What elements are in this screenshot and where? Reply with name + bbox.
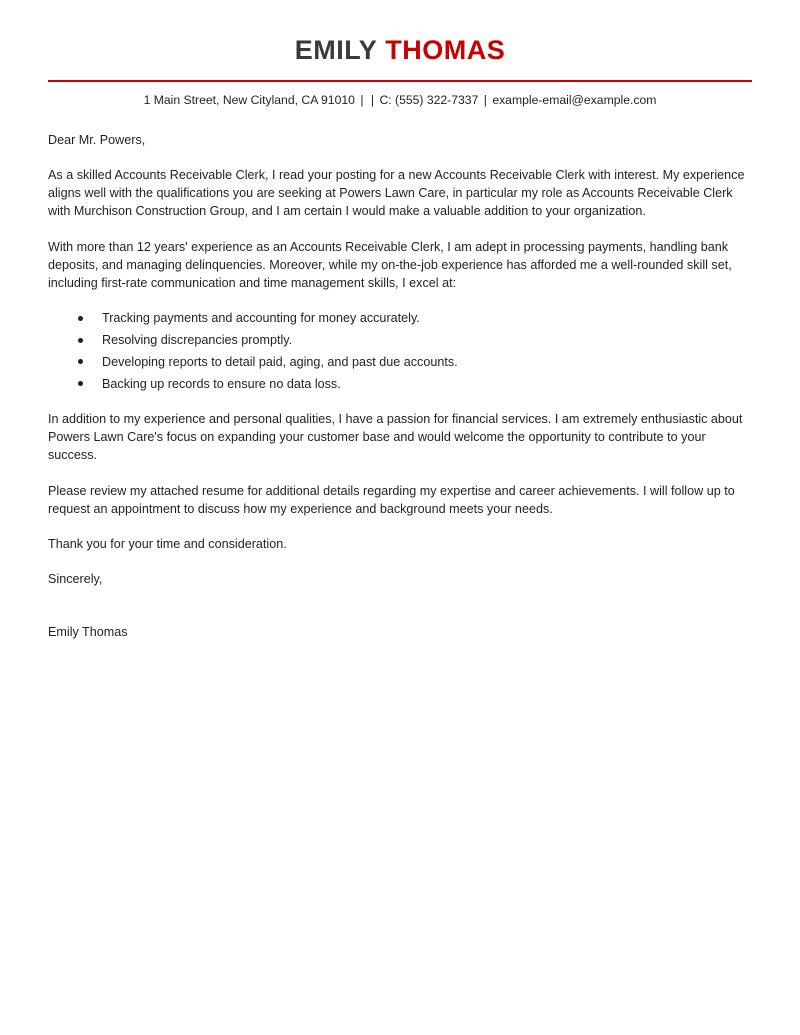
first-name: EMILY [294, 35, 378, 65]
contact-info [48, 93, 752, 109]
list-item: Developing reports to detail paid, aging, and past due accounts. [78, 353, 752, 371]
list-item: Resolving discrepancies promptly. [78, 331, 752, 349]
letter-header [48, 0, 752, 109]
body-paragraph-4: Please review my attached resume for additional details regarding my expertise and career achievements. I will follow up to request an appointment to discuss how my experience and background meets your needs. [48, 483, 735, 516]
letter-body [48, 131, 752, 641]
contact-phone: C: (555) 322-7337 [379, 92, 479, 107]
list-item: Backing up records to ensure no data loss. [78, 375, 752, 393]
contact-separator-2: | [370, 92, 375, 107]
body-paragraph-3: In addition to my experience and personal qualities, I have a passion for financial services. I am extremely enthusiastic about Powers Lawn Care's focus on expanding your customer base and would welcome the opportunity to contribute to your success. [48, 411, 743, 463]
salutation: Dear Mr. Powers, [48, 132, 146, 147]
body-paragraph-1: As a skilled Accounts Receivable Clerk, I read your posting for a new Accounts Receivable Clerk with interest. My experience aligns well with the qualifications you are seeking at Powers Lawn Care, in particular my role as Accounts Receivable Clerk with Murchison Construction Group, and I am certain I would make a valuable addition to your organization. [48, 167, 745, 219]
list-item: Tracking payments and accounting for money accurately. [78, 309, 752, 327]
contact-separator-1: | [360, 92, 364, 107]
last-name: THOMAS [385, 35, 506, 65]
body-paragraph-2: With more than 12 years' experience as an Accounts Receivable Clerk, I am adept in processing payments, handling bank deposits, and managing delinquencies. Moreover, while my on-the-job experience has afforded me a well-rounded skill set, including first-rate communication and time management skills, I excel at: [48, 239, 732, 291]
contact-separator-3: | [483, 92, 487, 107]
contact-email: example-email@example.com [492, 92, 657, 107]
closing-sincerely: Sincerely, [48, 572, 103, 587]
contact-address: 1 Main Street, New Cityland, CA 91010 [143, 92, 355, 107]
skills-list [48, 309, 752, 393]
closing-thanks: Thank you for your time and consideration. [48, 537, 287, 552]
applicant-name [48, 36, 752, 66]
header-divider [48, 80, 752, 82]
signature-name: Emily Thomas [48, 624, 128, 639]
